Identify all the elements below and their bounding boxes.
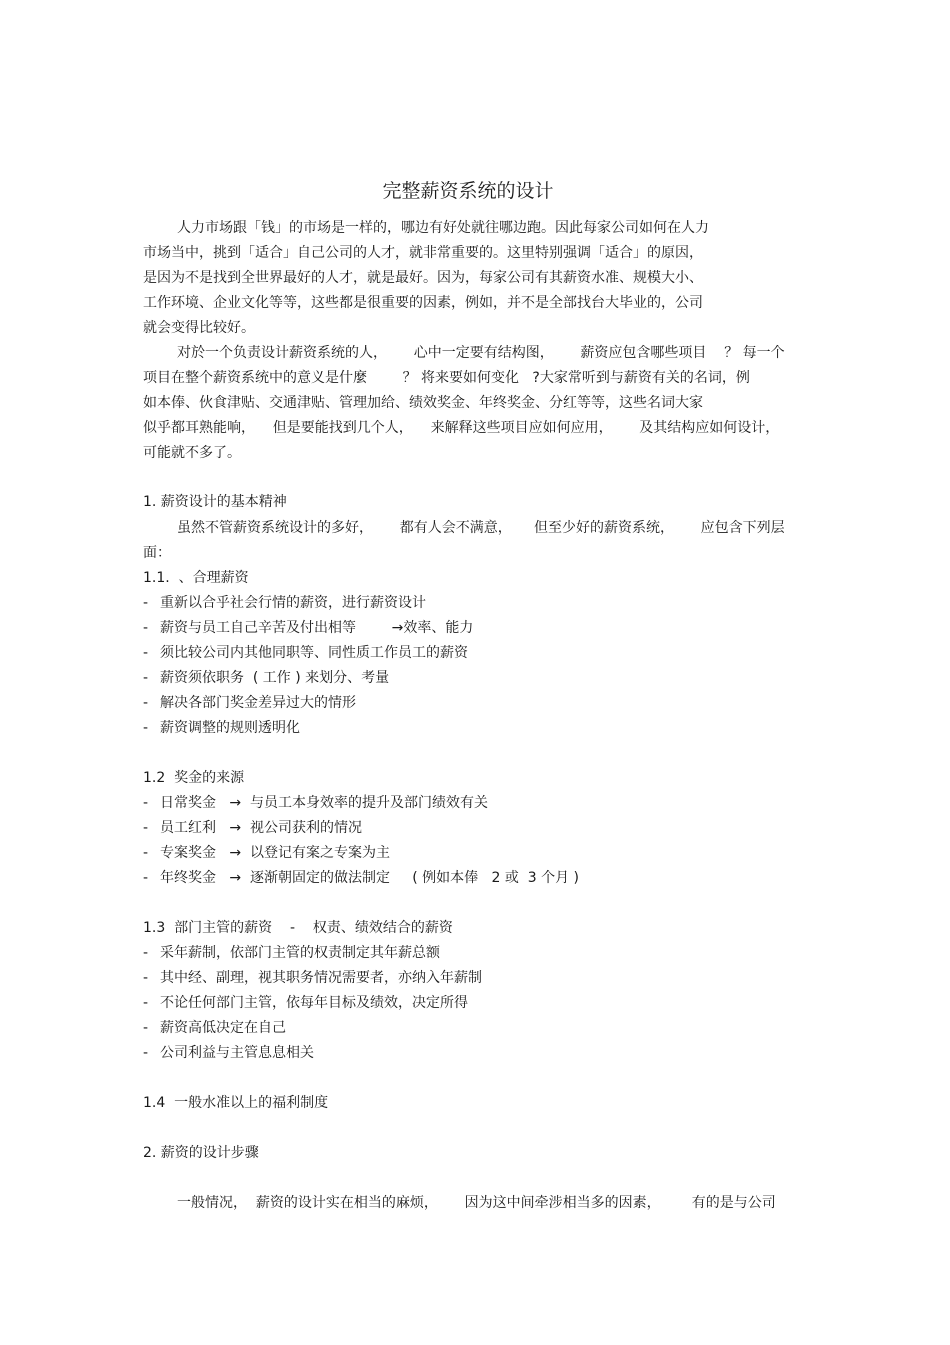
- list-item: 专案奖金 → 以登记有案之专案为主: [160, 845, 390, 861]
- list-bullet: -: [143, 795, 149, 811]
- section-1-2-heading: 1.2 奖金的来源: [143, 770, 245, 786]
- para2-line: 似乎都耳熟能响， 但是要能找到几个人， 来解释这些项目应如何应用， 及其结构应如何设计，: [143, 420, 780, 436]
- list-item: 重新以合乎社会行情的薪资，进行薪资设计: [160, 595, 426, 611]
- list-item: 薪资高低决定在自己: [160, 1020, 286, 1036]
- list-item: 不论任何部门主管，依每年目标及绩效，决定所得: [160, 995, 468, 1011]
- list-item: 采年薪制，依部门主管的权责制定其年薪总额: [160, 945, 440, 961]
- list-item: 员工红利 → 视公司获利的情况: [160, 820, 362, 836]
- para2-line: 如本俸、伙食津贴、交通津贴、管理加给、绩效奖金、年终奖金、分红等等，这些名词大家: [143, 395, 703, 411]
- para2-line: 项目在整个薪资系统中的意义是什麼 ？ 将来要如何变化 ?大家常听到与薪资有关的名词，例: [143, 370, 750, 386]
- section-1-1-heading: 1.1. 、合理薪资: [143, 570, 249, 586]
- list-item: 其中经、副理，视其职务情况需要者，亦纳入年薪制: [160, 970, 482, 986]
- list-item: 公司利益与主管息息相关: [160, 1045, 314, 1061]
- list-item: 薪资须依职务 ( 工作 ) 来划分、考量: [160, 670, 390, 686]
- list-item: 须比较公司内其他同职等、同性质工作员工的薪资: [160, 645, 468, 661]
- list-bullet: -: [143, 820, 149, 836]
- list-bullet: -: [143, 670, 149, 686]
- list-bullet: -: [143, 1020, 149, 1036]
- document-title: 完整薪资系统的设计: [382, 180, 554, 202]
- list-bullet: -: [143, 720, 149, 736]
- para2-line: 可能就不多了。: [143, 445, 241, 461]
- section-1-4-heading: 1.4 一般水准以上的福利制度: [143, 1095, 329, 1111]
- list-bullet: -: [143, 845, 149, 861]
- section-2-heading: 2. 薪资的设计步骤: [143, 1145, 259, 1161]
- list-item: 年终奖金 → 逐渐朝固定的做法制定 ( 例如本俸 2 或 3 个月 ): [160, 870, 580, 886]
- section-2-body: 一般情况， 薪资的设计实在相当的麻烦， 因为这中间牵涉相当多的因素， 有的是与公司: [177, 1195, 776, 1211]
- section-1-3-heading: 1.3 部门主管的薪资 - 权责、绩效结合的薪资: [143, 920, 453, 936]
- intro-line: 是因为不是找到全世界最好的人才，就是最好。因为，每家公司有其薪资水准、规模大小、: [143, 270, 703, 286]
- section-1-body: 虽然不管薪资系统设计的多好， 都有人会不满意， 但至少好的薪资系统， 应包含下列层: [177, 520, 785, 536]
- list-bullet: -: [143, 945, 149, 961]
- list-bullet: -: [143, 645, 149, 661]
- intro-line: 工作环境、企业文化等等，这些都是很重要的因素，例如，并不是全部找台大毕业的，公司: [143, 295, 703, 311]
- list-bullet: -: [143, 970, 149, 986]
- list-item: 解决各部门奖金差异过大的情形: [160, 695, 356, 711]
- intro-line: 人力市场跟「钱」的市场是一样的，哪边有好处就往哪边跑。因此每家公司如何在人力: [177, 220, 709, 236]
- section-1-body: 面：: [143, 545, 171, 561]
- list-bullet: -: [143, 620, 149, 636]
- intro-line: 就会变得比较好。: [143, 320, 255, 336]
- list-bullet: -: [143, 1045, 149, 1061]
- list-bullet: -: [143, 870, 149, 886]
- list-item: 薪资与员工自己辛苦及付出相等 →效率、能力: [160, 620, 474, 636]
- list-item: 薪资调整的规则透明化: [160, 720, 300, 736]
- list-bullet: -: [143, 995, 149, 1011]
- para2-line: 对於一个负责设计薪资系统的人， 心中一定要有结构图， 薪资应包含哪些项目 ？ 每一个: [177, 345, 785, 361]
- list-bullet: -: [143, 595, 149, 611]
- list-item: 日常奖金 → 与员工本身效率的提升及部门绩效有关: [160, 795, 488, 811]
- list-bullet: -: [143, 695, 149, 711]
- intro-line: 市场当中，挑到「适合」自己公司的人才，就非常重要的。这里特别强调「适合」的原因，: [143, 245, 703, 261]
- section-1-heading: 1. 薪资设计的基本精神: [143, 494, 287, 510]
